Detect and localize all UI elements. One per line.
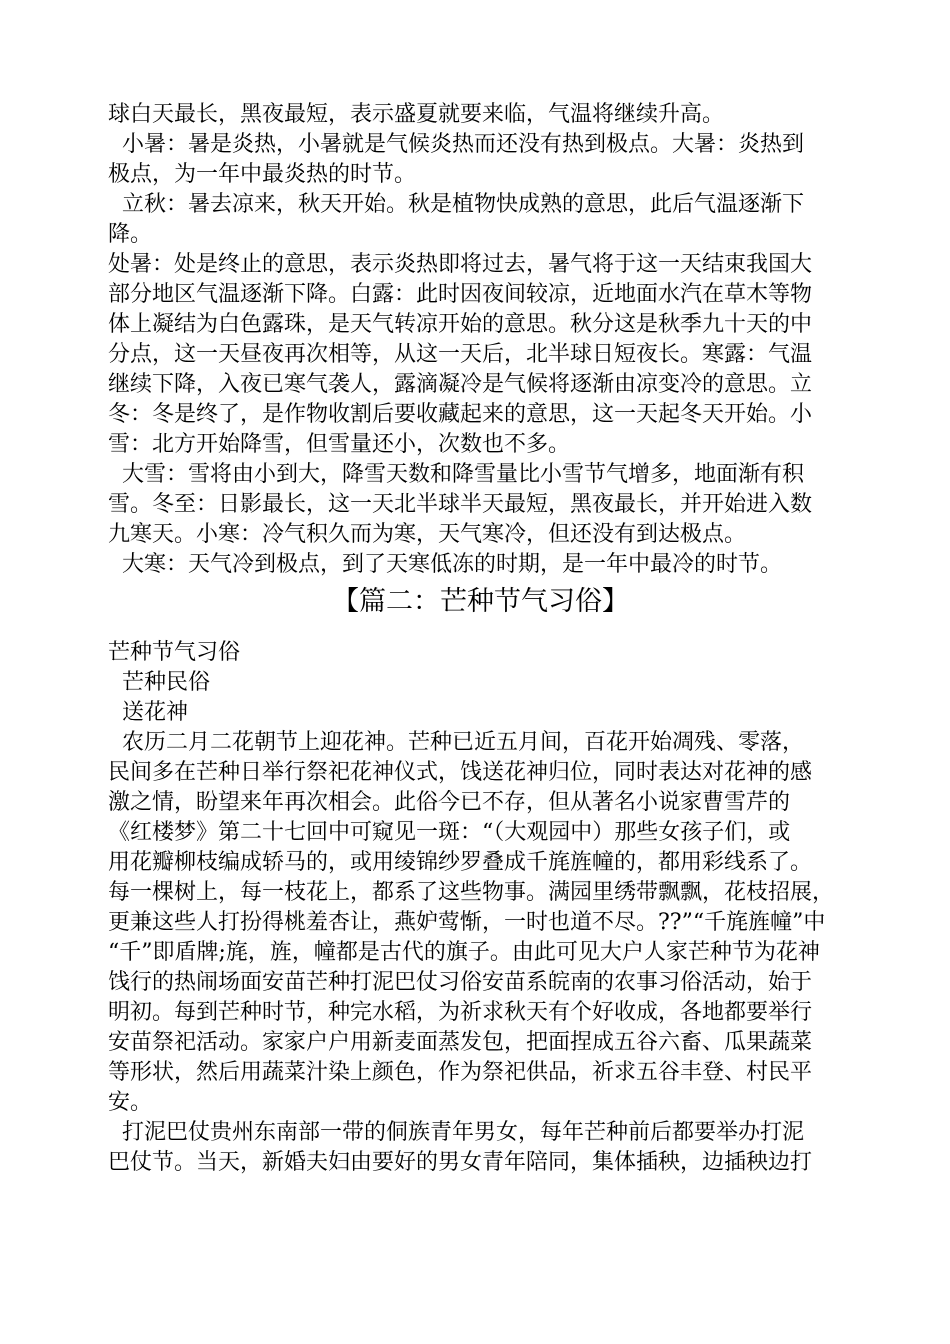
text-line: 分点，这一天昼夜再次相等，从这一天后，北半球日短夜长。寒露：气温 bbox=[108, 342, 813, 367]
text-line: 雪：北方开始降雪，但雪量还小，次数也不多。 bbox=[108, 432, 571, 457]
text-line: 每一棵树上，每一枝花上，都系了这些物事。满园里绣带飘飘，花枝招展， bbox=[108, 880, 835, 905]
text-line: 民间多在芒种日举行祭祀花神仪式，饯送花神归位，同时表达对花神的感 bbox=[108, 760, 813, 785]
text-line: 送花神 bbox=[122, 700, 189, 725]
text-line: 芒种民俗 bbox=[122, 670, 211, 695]
text-line: 《红楼梦》第二十七回中可窥见一斑：“（大观园中）那些女孩子们，或 bbox=[108, 820, 791, 845]
text-line: 降。 bbox=[108, 222, 153, 247]
text-line: 等形状，然后用蔬菜汁染上颜色，作为祭祀供品，祈求五谷丰登、村民平 bbox=[108, 1060, 813, 1085]
text-line: 九寒天。小寒：冷气积久而为寒，天气寒冷，但还没有到达极点。 bbox=[108, 522, 747, 547]
text-line: 农历二月二花朝节上迎花神。芒种已近五月间，百花开始凋残、零落， bbox=[122, 730, 805, 755]
document-page bbox=[108, 100, 853, 1178]
text-line: 大寒：天气冷到极点，到了天寒低冻的时期，是一年中最冷的时节。 bbox=[122, 552, 783, 577]
text-line: 继续下降，入夜已寒气袭人，露滴凝冷是气候将逐渐由凉变冷的意思。立 bbox=[108, 372, 813, 397]
text-line: 部分地区气温逐渐下降。白露：此时因夜间较凉，近地面水汽在草木等物 bbox=[108, 282, 813, 307]
text-line: 打泥巴仗贵州东南部一带的侗族青年男女，每年芒种前后都要举办打泥 bbox=[122, 1120, 805, 1145]
text-line: 芒种节气习俗 bbox=[108, 640, 241, 665]
text-line: 更兼这些人打扮得桃羞杏让，燕妒莺惭，一时也道不尽。??”“千旄旌幢”中 bbox=[108, 910, 826, 935]
text-line: 雪。冬至：日影最长，这一天北半球半天最短，黑夜最长，并开始进入数 bbox=[108, 492, 813, 517]
text-line: 用花瓣柳枝编成轿马的，或用绫锦纱罗叠成千旄旌幢的，都用彩线系了。 bbox=[108, 850, 813, 875]
text-line: 大雪：雪将由小到大，降雪天数和降雪量比小雪节气增多，地面渐有积 bbox=[122, 462, 805, 487]
text-line: 激之情，盼望来年再次相会。此俗今已不存，但从著名小说家曹雪芹的 bbox=[108, 790, 791, 815]
text-line: 巴仗节。当天，新婚夫妇由要好的男女青年陪同，集体插秧，边插秧边打 bbox=[108, 1150, 813, 1175]
text-line: 饯行的热闹场面安苗芒种打泥巴仗习俗安苗系皖南的农事习俗活动，始于 bbox=[108, 970, 813, 995]
text-line: 处暑：处是终止的意思，表示炎热即将过去，暑气将于这一天结束我国大 bbox=[108, 252, 813, 277]
text-line: 冬：冬是终了，是作物收割后要收藏起来的意思，这一天起冬天开始。小 bbox=[108, 402, 813, 427]
text-line: 安。 bbox=[108, 1090, 153, 1115]
section-title: 【篇二：芒种节气习俗】 bbox=[332, 586, 629, 617]
text-line: “千”即盾牌;旄，旌，幢都是古代的旗子。由此可见大户人家芒种节为花神 bbox=[108, 940, 820, 965]
text-line: 立秋：暑去凉来，秋天开始。秋是植物快成熟的意思，此后气温逐渐下 bbox=[122, 192, 805, 217]
text-line: 体上凝结为白色露珠，是天气转凉开始的意思。秋分这是秋季九十天的中 bbox=[108, 312, 813, 337]
text-line: 小暑：暑是炎热，小暑就是气候炎热而还没有热到极点。大暑：炎热到 bbox=[122, 132, 805, 157]
text-line: 球白天最长，黑夜最短，表示盛夏就要来临，气温将继续升高。 bbox=[108, 102, 725, 127]
text-line: 明初。每到芒种时节，种完水稻，为祈求秋天有个好收成，各地都要举行 bbox=[108, 1000, 813, 1025]
text-line: 极点，为一年中最炎热的时节。 bbox=[108, 162, 417, 187]
text-line: 安苗祭祀活动。家家户户用新麦面蒸发包，把面捏成五谷六畜、瓜果蔬菜 bbox=[108, 1030, 813, 1055]
